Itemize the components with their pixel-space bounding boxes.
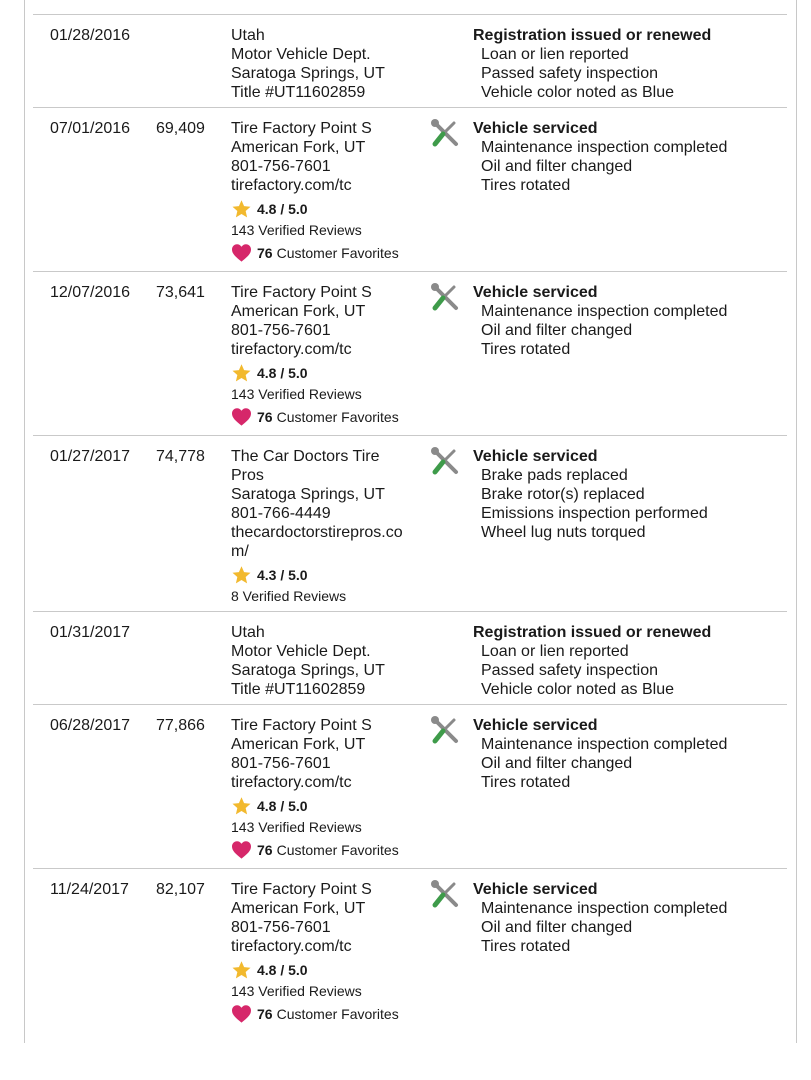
rating-value: 4.8 / 5.0 <box>257 201 308 217</box>
source-line: Saratoga Springs, UT <box>231 65 385 82</box>
record-detail-item: Tires rotated <box>481 341 571 358</box>
record-detail-item: Passed safety inspection <box>481 65 658 82</box>
table-row <box>33 612 787 705</box>
source-line: Saratoga Springs, UT <box>231 662 385 679</box>
heart-icon <box>231 407 252 426</box>
shop-name-cont[interactable]: Pros <box>231 467 264 484</box>
service-icon <box>430 447 462 479</box>
record-title: Registration issued or renewed <box>473 624 712 641</box>
record-date: 01/27/2017 <box>50 448 131 465</box>
star-icon <box>231 796 252 816</box>
source-line: Title #UT11602859 <box>231 681 366 698</box>
customer-favorites <box>231 1004 426 1023</box>
record-date: 06/28/2017 <box>50 717 131 734</box>
record-title: Registration issued or renewed <box>473 27 712 44</box>
record-source <box>231 26 426 102</box>
record-date: 07/01/2016 <box>50 120 131 137</box>
source-line: Motor Vehicle Dept. <box>231 643 371 660</box>
record-details <box>473 716 783 792</box>
record-detail-item: Maintenance inspection completed <box>481 303 728 320</box>
phone-number[interactable]: 801-756-7601 <box>231 755 331 772</box>
record-detail-item: Vehicle color noted as Blue <box>481 681 675 698</box>
phone-number[interactable]: 801-766-4449 <box>231 505 331 522</box>
rating <box>231 565 426 585</box>
rating-value: 4.8 / 5.0 <box>257 798 308 814</box>
record-detail-item: Maintenance inspection completed <box>481 139 728 156</box>
phone-number[interactable]: 801-756-7601 <box>231 322 331 339</box>
phone-number[interactable]: 801-756-7601 <box>231 919 331 936</box>
record-detail-item: Loan or lien reported <box>481 46 629 63</box>
favorites-label: Customer Favorites <box>276 244 399 261</box>
vehicle-history-table <box>33 14 787 1039</box>
table-row <box>33 869 787 1039</box>
source-line: Title #UT11602859 <box>231 84 366 101</box>
record-odometer: 69,409 <box>156 120 205 137</box>
service-icon <box>430 880 462 912</box>
verified-reviews[interactable]: 143 Verified Reviews <box>231 983 362 999</box>
table-row <box>33 272 787 436</box>
star-icon <box>231 199 252 219</box>
customer-favorites <box>231 840 426 859</box>
record-detail-item: Brake pads replaced <box>481 467 628 484</box>
record-detail-item: Emissions inspection performed <box>481 505 708 522</box>
verified-reviews[interactable]: 143 Verified Reviews <box>231 819 362 835</box>
website-link-cont[interactable]: m/ <box>231 543 249 560</box>
record-details <box>473 26 783 102</box>
record-details <box>473 623 783 699</box>
source-line: American Fork, UT <box>231 303 366 320</box>
record-detail-item: Oil and filter changed <box>481 158 633 175</box>
right-border <box>796 0 797 1043</box>
favorites-count: 76 <box>257 408 273 425</box>
shop-name[interactable]: Tire Factory Point S <box>231 717 372 734</box>
record-detail-item: Oil and filter changed <box>481 755 633 772</box>
verified-reviews[interactable]: 8 Verified Reviews <box>231 588 347 604</box>
rating-value: 4.3 / 5.0 <box>257 567 308 583</box>
shop-name[interactable]: Tire Factory Point S <box>231 881 372 898</box>
record-detail-item: Passed safety inspection <box>481 662 658 679</box>
rating <box>231 199 426 219</box>
favorites-count: 76 <box>257 841 273 858</box>
shop-name[interactable]: The Car Doctors Tire <box>231 448 380 465</box>
record-title: Vehicle serviced <box>473 120 598 137</box>
record-details <box>473 283 783 359</box>
record-source <box>231 716 426 859</box>
record-title: Vehicle serviced <box>473 284 598 301</box>
source-line: Saratoga Springs, UT <box>231 486 385 503</box>
source-line: Motor Vehicle Dept. <box>231 46 371 63</box>
star-icon <box>231 565 252 585</box>
favorites-count: 76 <box>257 244 273 261</box>
table-row <box>33 108 787 272</box>
record-title: Vehicle serviced <box>473 717 598 734</box>
record-date: 11/24/2017 <box>50 881 129 898</box>
record-detail-item: Oil and filter changed <box>481 919 633 936</box>
record-details <box>473 119 783 195</box>
star-icon <box>231 960 252 980</box>
record-details <box>473 880 783 956</box>
table-row <box>33 705 787 869</box>
favorites-count: 76 <box>257 1005 273 1022</box>
website-link[interactable]: tirefactory.com/tc <box>231 774 352 791</box>
record-detail-item: Tires rotated <box>481 177 571 194</box>
source-line: Utah <box>231 624 265 641</box>
record-details <box>473 447 783 542</box>
shop-name[interactable]: Tire Factory Point S <box>231 284 372 301</box>
website-link[interactable]: tirefactory.com/tc <box>231 938 352 955</box>
source-line: American Fork, UT <box>231 900 366 917</box>
service-icon <box>430 716 462 748</box>
rating <box>231 796 426 816</box>
rating-value: 4.8 / 5.0 <box>257 962 308 978</box>
record-detail-item: Maintenance inspection completed <box>481 736 728 753</box>
record-detail-item: Brake rotor(s) replaced <box>481 486 645 503</box>
shop-name[interactable]: Tire Factory Point S <box>231 120 372 137</box>
star-icon <box>231 363 252 383</box>
record-source <box>231 119 426 262</box>
rating <box>231 363 426 383</box>
record-detail-item: Vehicle color noted as Blue <box>481 84 675 101</box>
website-link[interactable]: thecardoctorstirepros.co <box>231 524 403 541</box>
table-row <box>33 436 787 612</box>
website-link[interactable]: tirefactory.com/tc <box>231 177 352 194</box>
customer-favorites <box>231 243 426 262</box>
heart-icon <box>231 840 252 859</box>
record-date: 01/31/2017 <box>50 624 131 641</box>
record-source <box>231 880 426 1023</box>
favorites-label: Customer Favorites <box>276 1005 399 1022</box>
record-source <box>231 283 426 426</box>
record-detail-item: Maintenance inspection completed <box>481 900 728 917</box>
record-title: Vehicle serviced <box>473 881 598 898</box>
record-detail-item: Oil and filter changed <box>481 322 633 339</box>
record-odometer: 77,866 <box>156 717 205 734</box>
heart-icon <box>231 1004 252 1023</box>
record-detail-item: Loan or lien reported <box>481 643 629 660</box>
record-odometer: 74,778 <box>156 448 205 465</box>
source-line: American Fork, UT <box>231 139 366 156</box>
website-link[interactable]: tirefactory.com/tc <box>231 341 352 358</box>
heart-icon <box>231 243 252 262</box>
service-icon <box>430 119 462 151</box>
customer-favorites <box>231 407 426 426</box>
source-line: American Fork, UT <box>231 736 366 753</box>
rating-value: 4.8 / 5.0 <box>257 365 308 381</box>
record-source <box>231 447 426 605</box>
record-odometer: 82,107 <box>156 881 205 898</box>
record-detail-item: Tires rotated <box>481 938 571 955</box>
rating <box>231 960 426 980</box>
record-date: 01/28/2016 <box>50 27 131 44</box>
left-border <box>24 0 25 1043</box>
service-icon <box>430 283 462 315</box>
record-source <box>231 623 426 699</box>
phone-number[interactable]: 801-756-7601 <box>231 158 331 175</box>
record-odometer: 73,641 <box>156 284 205 301</box>
verified-reviews[interactable]: 143 Verified Reviews <box>231 386 362 402</box>
table-row <box>33 15 787 108</box>
source-line: Utah <box>231 27 265 44</box>
favorites-label: Customer Favorites <box>276 841 399 858</box>
favorites-label: Customer Favorites <box>276 408 399 425</box>
verified-reviews[interactable]: 143 Verified Reviews <box>231 222 362 238</box>
record-date: 12/07/2016 <box>50 284 131 301</box>
record-detail-item: Wheel lug nuts torqued <box>481 524 646 541</box>
record-detail-item: Tires rotated <box>481 774 571 791</box>
record-title: Vehicle serviced <box>473 448 598 465</box>
